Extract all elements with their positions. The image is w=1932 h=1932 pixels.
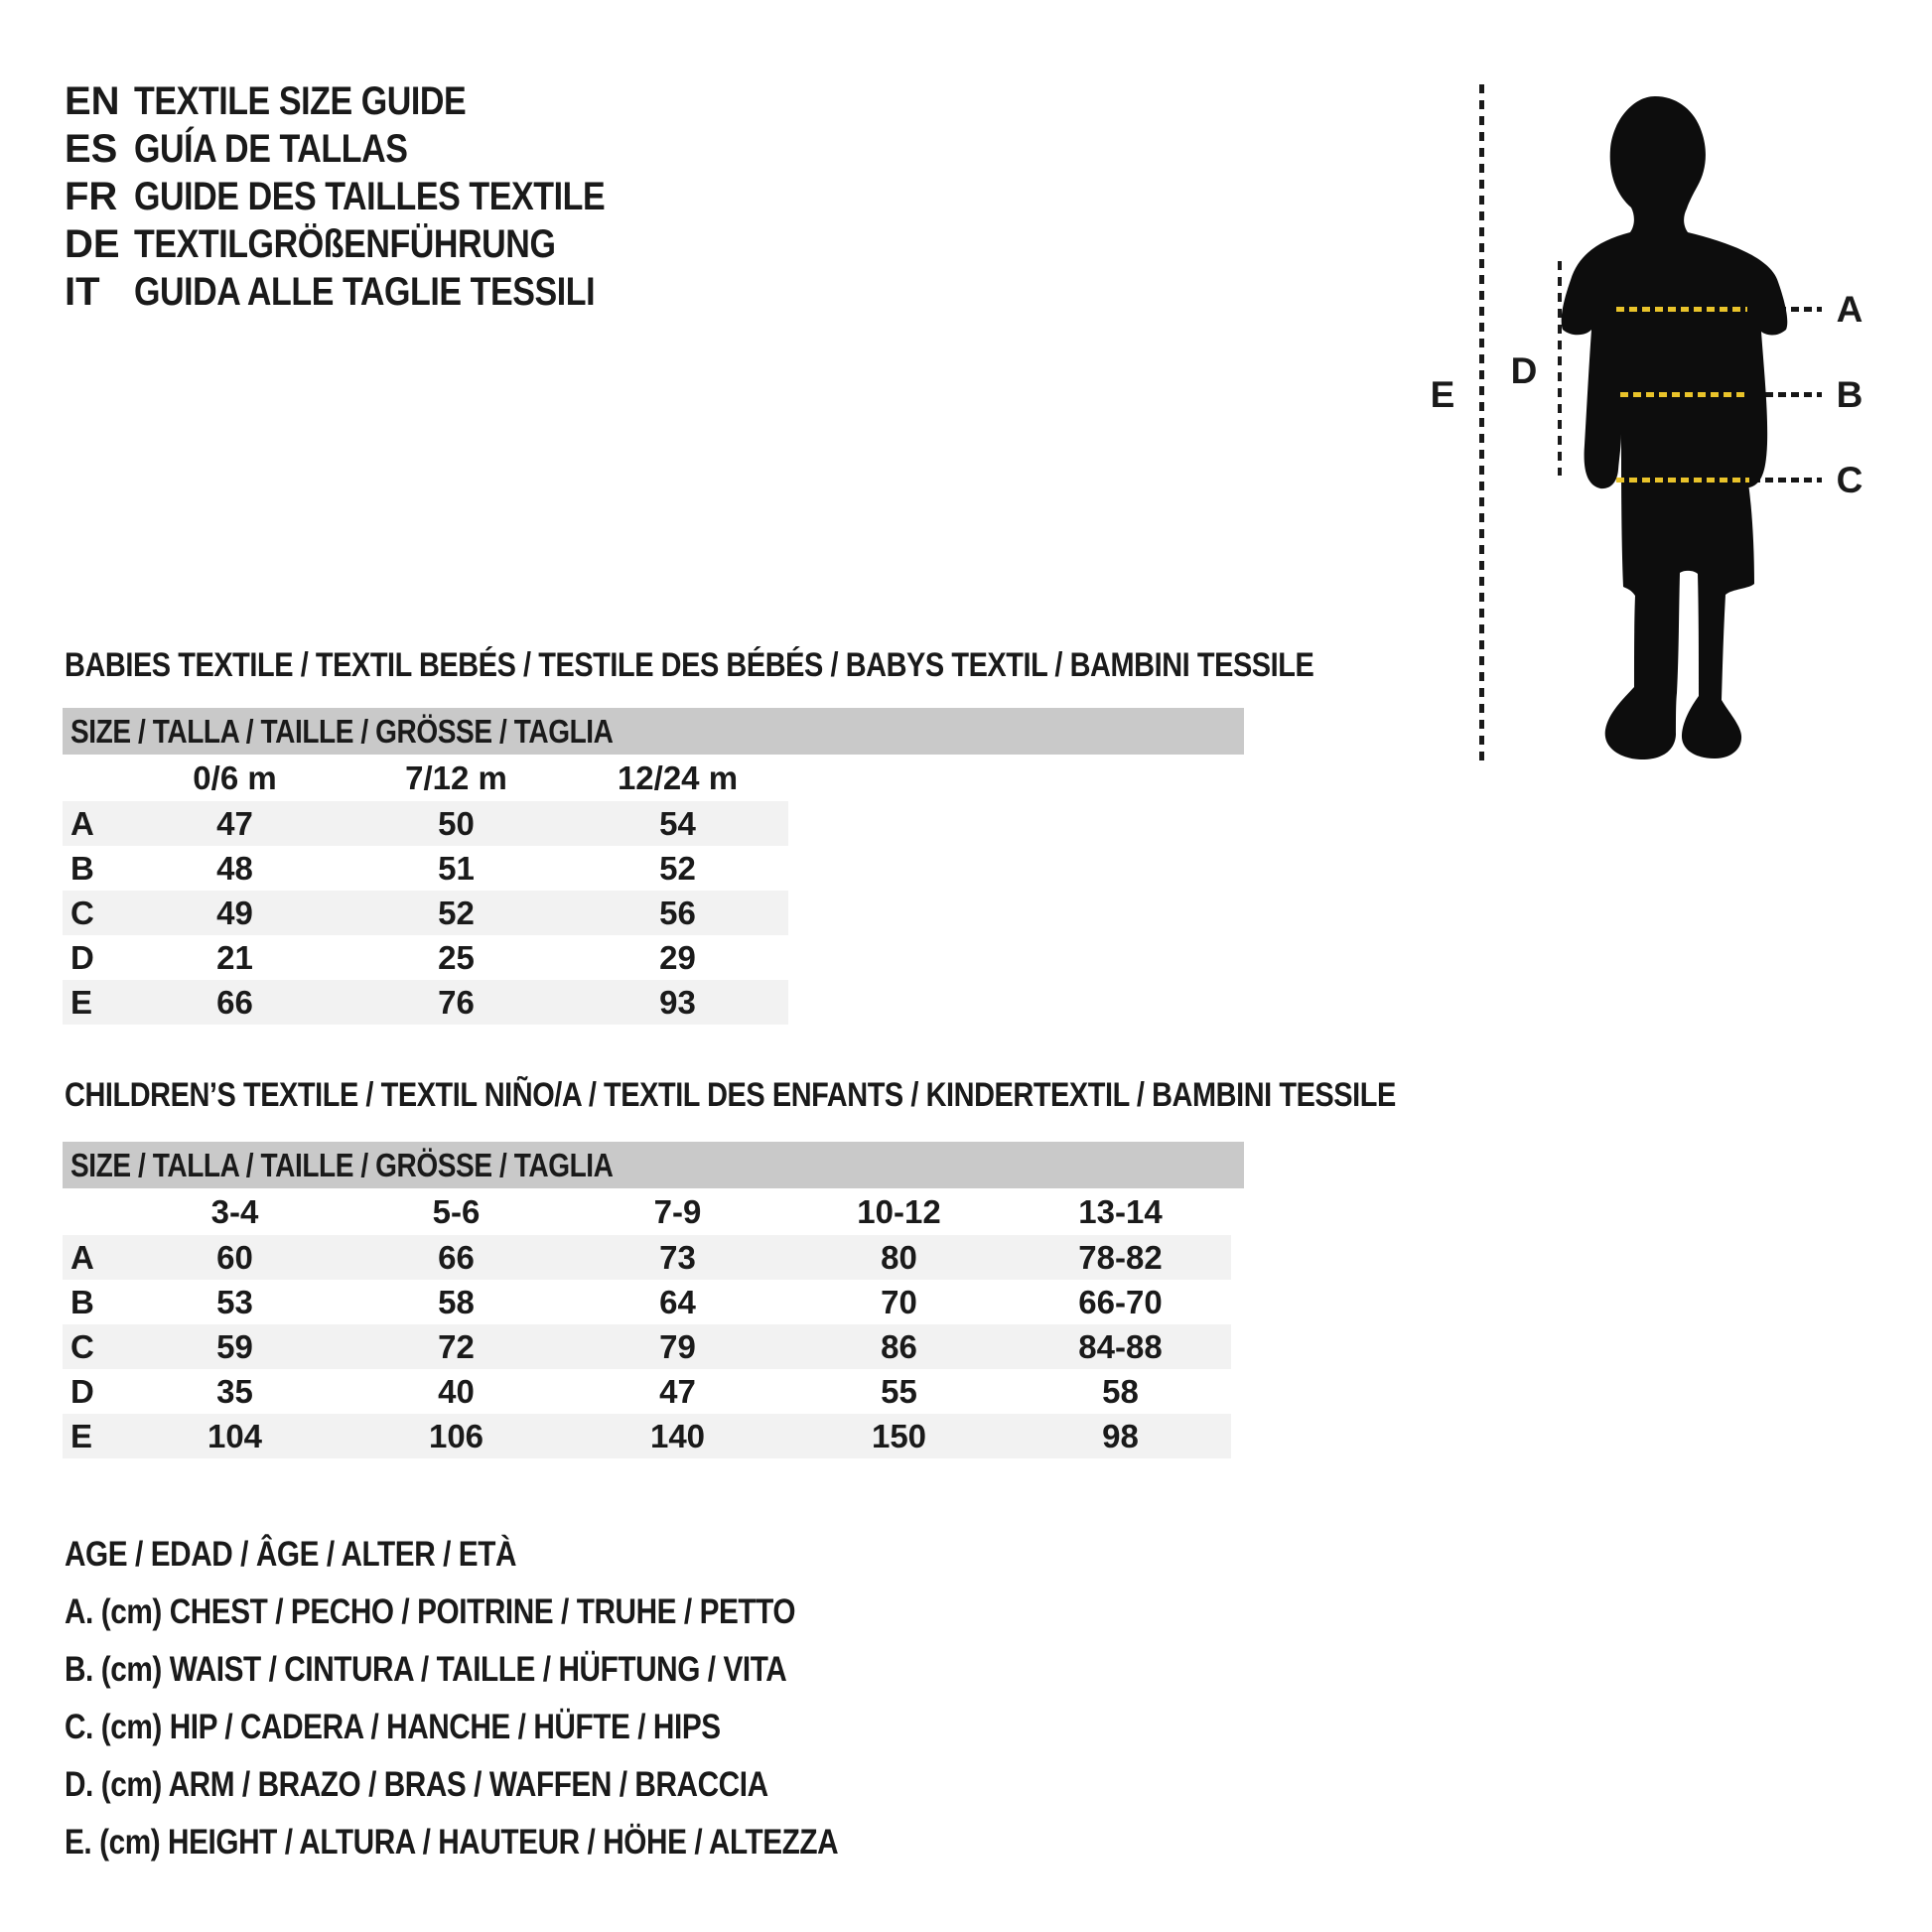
legend-line-4: D. (cm) ARM / BRAZO / BRAS / WAFFEN / BRACCIA [65, 1765, 768, 1804]
legend-line-3: C. (cm) HIP / CADERA / HANCHE / HÜFTE / HIPS [65, 1708, 721, 1746]
babies-section-title: BABIES TEXTILE / TEXTIL BEBÉS / TESTILE DES BÉBÉS / BABYS TEXTIL / BAMBINI TESSILE [65, 646, 1314, 684]
value-cell: 52 [659, 849, 696, 887]
value-cell: 76 [438, 983, 475, 1021]
hip-line [1616, 478, 1749, 483]
column-header: 5-6 [432, 1192, 481, 1230]
language-code: DE [65, 222, 120, 266]
legend-line-5: E. (cm) HEIGHT / ALTURA / HAUTEUR / HÖHE / ALTEZZA [65, 1823, 839, 1862]
language-title: GUÍA DE TALLAS [134, 127, 408, 171]
column-header-row [63, 1188, 1231, 1235]
language-row-es [65, 125, 958, 173]
figure-label-chest: A [1836, 289, 1863, 330]
value-cell: 47 [659, 1372, 696, 1410]
row-label: C [70, 894, 94, 931]
row-label: B [70, 1283, 94, 1320]
table-row-b [63, 1280, 1231, 1324]
value-cell: 64 [659, 1283, 696, 1320]
size-header-band: SIZE / TALLA / TAILLE / GRÖSSE / TAGLIA [63, 708, 1244, 755]
value-cell: 54 [659, 804, 696, 842]
language-code: FR [65, 175, 118, 218]
language-title: TEXTILE SIZE GUIDE [134, 79, 467, 123]
legend-line-0: AGE / EDAD / ÂGE / ALTER / ETÀ [65, 1535, 517, 1574]
value-cell: 140 [649, 1417, 706, 1454]
corner-cell [63, 755, 124, 801]
value-cell: 104 [207, 1417, 263, 1454]
value-cell: 59 [216, 1327, 253, 1365]
figure-label-height: E [1430, 374, 1455, 415]
column-header-row [63, 755, 788, 801]
language-code: IT [65, 270, 100, 314]
value-cell: 70 [881, 1283, 917, 1320]
size-header-band: SIZE / TALLA / TAILLE / GRÖSSE / TAGLIA [63, 1142, 1244, 1188]
language-row-de [65, 220, 958, 268]
table-row-a [63, 1235, 1231, 1280]
value-cell: 66-70 [1078, 1283, 1163, 1320]
table-row-d [63, 1369, 1231, 1414]
child-silhouette [1544, 84, 1842, 779]
figure-label-waist: B [1836, 374, 1863, 415]
value-cell: 93 [659, 983, 696, 1021]
children-size-table [63, 1142, 1244, 1458]
row-label: C [70, 1327, 94, 1365]
value-cell: 53 [216, 1283, 253, 1320]
value-cell: 66 [438, 1238, 475, 1276]
language-code: EN [65, 79, 120, 123]
language-title: GUIDA ALLE TAGLIE TESSILI [134, 270, 596, 314]
value-cell: 106 [428, 1417, 484, 1454]
language-title: TEXTILGRÖßENFÜHRUNG [134, 222, 556, 266]
legend-line-1: A. (cm) CHEST / PECHO / POITRINE / TRUHE / PETTO [65, 1592, 796, 1631]
language-header [65, 77, 958, 316]
value-cell: 79 [659, 1327, 696, 1365]
table-row-e [63, 1414, 1231, 1458]
value-cell: 51 [438, 849, 475, 887]
value-cell: 78-82 [1078, 1238, 1163, 1276]
value-cell: 21 [216, 938, 253, 976]
corner-cell [63, 1188, 124, 1235]
row-label: D [70, 1372, 94, 1410]
column-header: 3-4 [210, 1192, 259, 1230]
table-row-c [63, 1324, 1231, 1369]
table-row-d [63, 935, 788, 980]
table-row-e [63, 980, 788, 1025]
value-cell: 56 [659, 894, 696, 931]
column-header: 0/6 m [193, 759, 277, 796]
row-label: E [70, 983, 93, 1021]
value-cell: 40 [438, 1372, 475, 1410]
row-label: D [70, 938, 94, 976]
column-header: 12/24 m [617, 759, 739, 796]
value-cell: 66 [216, 983, 253, 1021]
babies-size-table [63, 708, 1244, 1025]
value-cell: 35 [216, 1372, 253, 1410]
table-row-b [63, 846, 788, 891]
language-row-en [65, 77, 958, 125]
column-header: 13-14 [1078, 1192, 1163, 1230]
language-row-it [65, 268, 958, 316]
waist-line [1620, 392, 1745, 397]
value-cell: 84-88 [1078, 1327, 1163, 1365]
row-label: E [70, 1417, 93, 1454]
value-cell: 80 [881, 1238, 917, 1276]
value-cell: 60 [216, 1238, 253, 1276]
row-label: A [70, 804, 94, 842]
value-cell: 48 [216, 849, 253, 887]
column-header: 7/12 m [405, 759, 507, 796]
value-cell: 150 [871, 1417, 927, 1454]
table-row-c [63, 891, 788, 935]
table-row-a [63, 801, 788, 846]
value-cell: 58 [438, 1283, 475, 1320]
chest-line [1616, 307, 1747, 312]
value-cell: 50 [438, 804, 475, 842]
value-cell: 52 [438, 894, 475, 931]
measurement-legend [65, 1526, 975, 1871]
value-cell: 49 [216, 894, 253, 931]
value-cell: 73 [659, 1238, 696, 1276]
language-title: GUIDE DES TAILLES TEXTILE [134, 175, 606, 218]
value-cell: 55 [881, 1372, 917, 1410]
row-label: B [70, 849, 94, 887]
value-cell: 58 [1102, 1372, 1139, 1410]
row-label: A [70, 1238, 94, 1276]
children-section-title: CHILDREN’S TEXTILE / TEXTIL NIÑO/A / TEXTIL DES ENFANTS / KINDERTEXTIL / BAMBINI TESSILE [65, 1076, 1396, 1114]
value-cell: 47 [216, 804, 253, 842]
language-row-fr [65, 173, 958, 220]
value-cell: 25 [438, 938, 475, 976]
language-code: ES [65, 127, 118, 171]
legend-line-2: B. (cm) WAIST / CINTURA / TAILLE / HÜFTUNG / VITA [65, 1650, 787, 1689]
column-header: 10-12 [857, 1192, 941, 1230]
value-cell: 29 [659, 938, 696, 976]
value-cell: 98 [1102, 1417, 1139, 1454]
figure-label-arm: D [1510, 350, 1538, 391]
column-header: 7-9 [653, 1192, 702, 1230]
value-cell: 72 [438, 1327, 475, 1365]
value-cell: 86 [881, 1327, 917, 1365]
figure-label-hip: C [1836, 460, 1863, 500]
